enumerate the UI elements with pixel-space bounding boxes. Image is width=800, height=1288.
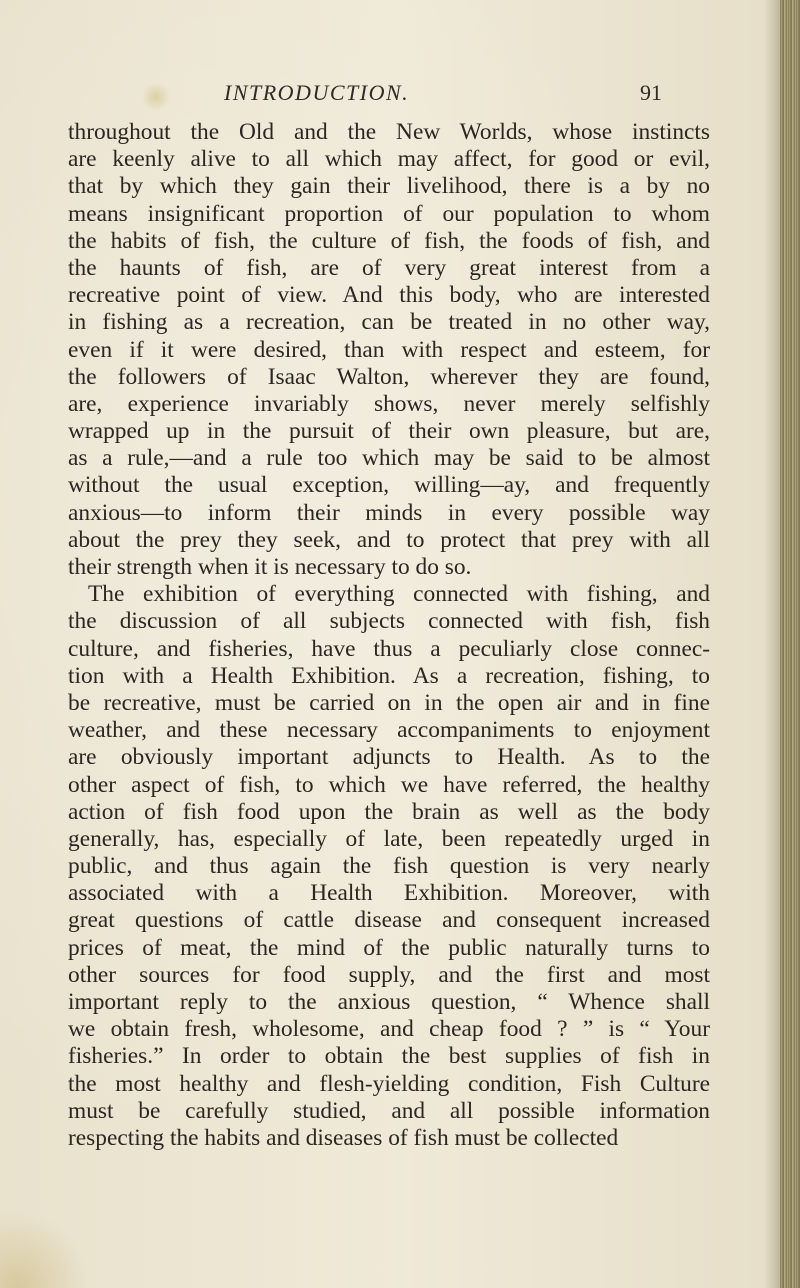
text-line: recreative point of view. And this body, who are interested <box>68 282 710 309</box>
text-line: be recreative, must be carried on in the open air and in fine <box>68 689 710 716</box>
text-line: culture, and fisheries, have thus a peculiarly close connec- <box>68 635 710 662</box>
text-line: throughout the Old and the New Worlds, whose instincts <box>68 119 710 145</box>
text-line: other aspect of fish, to which we have referred, the healthy <box>68 771 710 798</box>
gutter-shadow <box>764 0 780 1288</box>
text-line: even if it were desired, than with respect and esteem, for <box>68 336 710 363</box>
text-line: as a rule,—and a rule too which may be said to be almost <box>68 445 710 472</box>
text-line: important reply to the anxious question, “ Whence shall <box>68 989 710 1015</box>
text-line: weather, and these necessary accompaniments to enjoyment <box>68 717 710 744</box>
text-line: tion with a Health Exhibition. As a recreation, fishing, to <box>68 662 710 689</box>
text-line: associated with a Health Exhibition. Moreover, with <box>68 880 710 907</box>
text-line: the most healthy and flesh-yielding condition, Fish Culture <box>68 1070 710 1097</box>
paper-stain <box>0 1210 90 1288</box>
text-line: that by which they gain their livelihood, there is a by no <box>68 173 710 200</box>
running-head: INTRODUCTION. <box>224 80 410 105</box>
text-line: about the prey they seek, and to protect that prey with all <box>68 526 710 553</box>
text-line: the habits of fish, the culture of fish, the foods of fish, and <box>68 227 710 254</box>
text-line: fisheries.” In order to obtain the best supplies of fish in <box>68 1043 710 1070</box>
text-line: other sources for food supply, and the first and most <box>68 961 710 988</box>
text-line: great questions of cattle disease and consequent increased <box>68 907 710 934</box>
text-line: wrapped up in the pursuit of their own pleasure, but are, <box>68 418 710 445</box>
book-binding-edge <box>780 0 800 1288</box>
text-line: the discussion of all subjects connected with fish, fish <box>68 608 710 635</box>
body-text <box>68 119 710 1152</box>
text-line: in fishing as a recreation, can be treated in no other way, <box>68 309 710 336</box>
text-line: the haunts of fish, are of very great interest from a <box>68 254 710 281</box>
text-line: respecting the habits and diseases of fish must be collected <box>68 1124 619 1151</box>
text-line: without the usual exception, willing—ay, and frequently <box>68 472 710 499</box>
text-line: are obviously important adjuncts to Health. As to the <box>68 744 710 771</box>
text-line: are keenly alive to all which may affect, for good or evil, <box>68 146 710 173</box>
text-line: action of fish food upon the brain as well as the body <box>68 798 710 825</box>
text-line: are, experience invariably shows, never merely selfishly <box>68 390 710 417</box>
text-line: the followers of Isaac Walton, wherever they are found, <box>68 363 710 390</box>
text-line: must be carefully studied, and all possible information <box>68 1097 710 1124</box>
text-line: public, and thus again the fish question is very nearly <box>68 853 710 880</box>
page-number: 91 <box>640 80 662 105</box>
paragraph-end-line: their strength when it is necessary to do so. <box>68 554 472 580</box>
text-line: we obtain fresh, wholesome, and cheap food ? ” is “ Your <box>68 1016 710 1043</box>
paper-stain <box>142 82 170 112</box>
text-line: prices of meat, the mind of the public naturally turns to <box>68 934 710 961</box>
text-line: means insignificant proportion of our population to whom <box>68 200 710 227</box>
text-line: anxious—to inform their minds in every possible way <box>68 499 710 526</box>
text-line: generally, has, especially of late, been repeatedly urged in <box>68 825 710 852</box>
paragraph-start-line: The exhibition of everything connected with fishing, and <box>88 581 710 608</box>
